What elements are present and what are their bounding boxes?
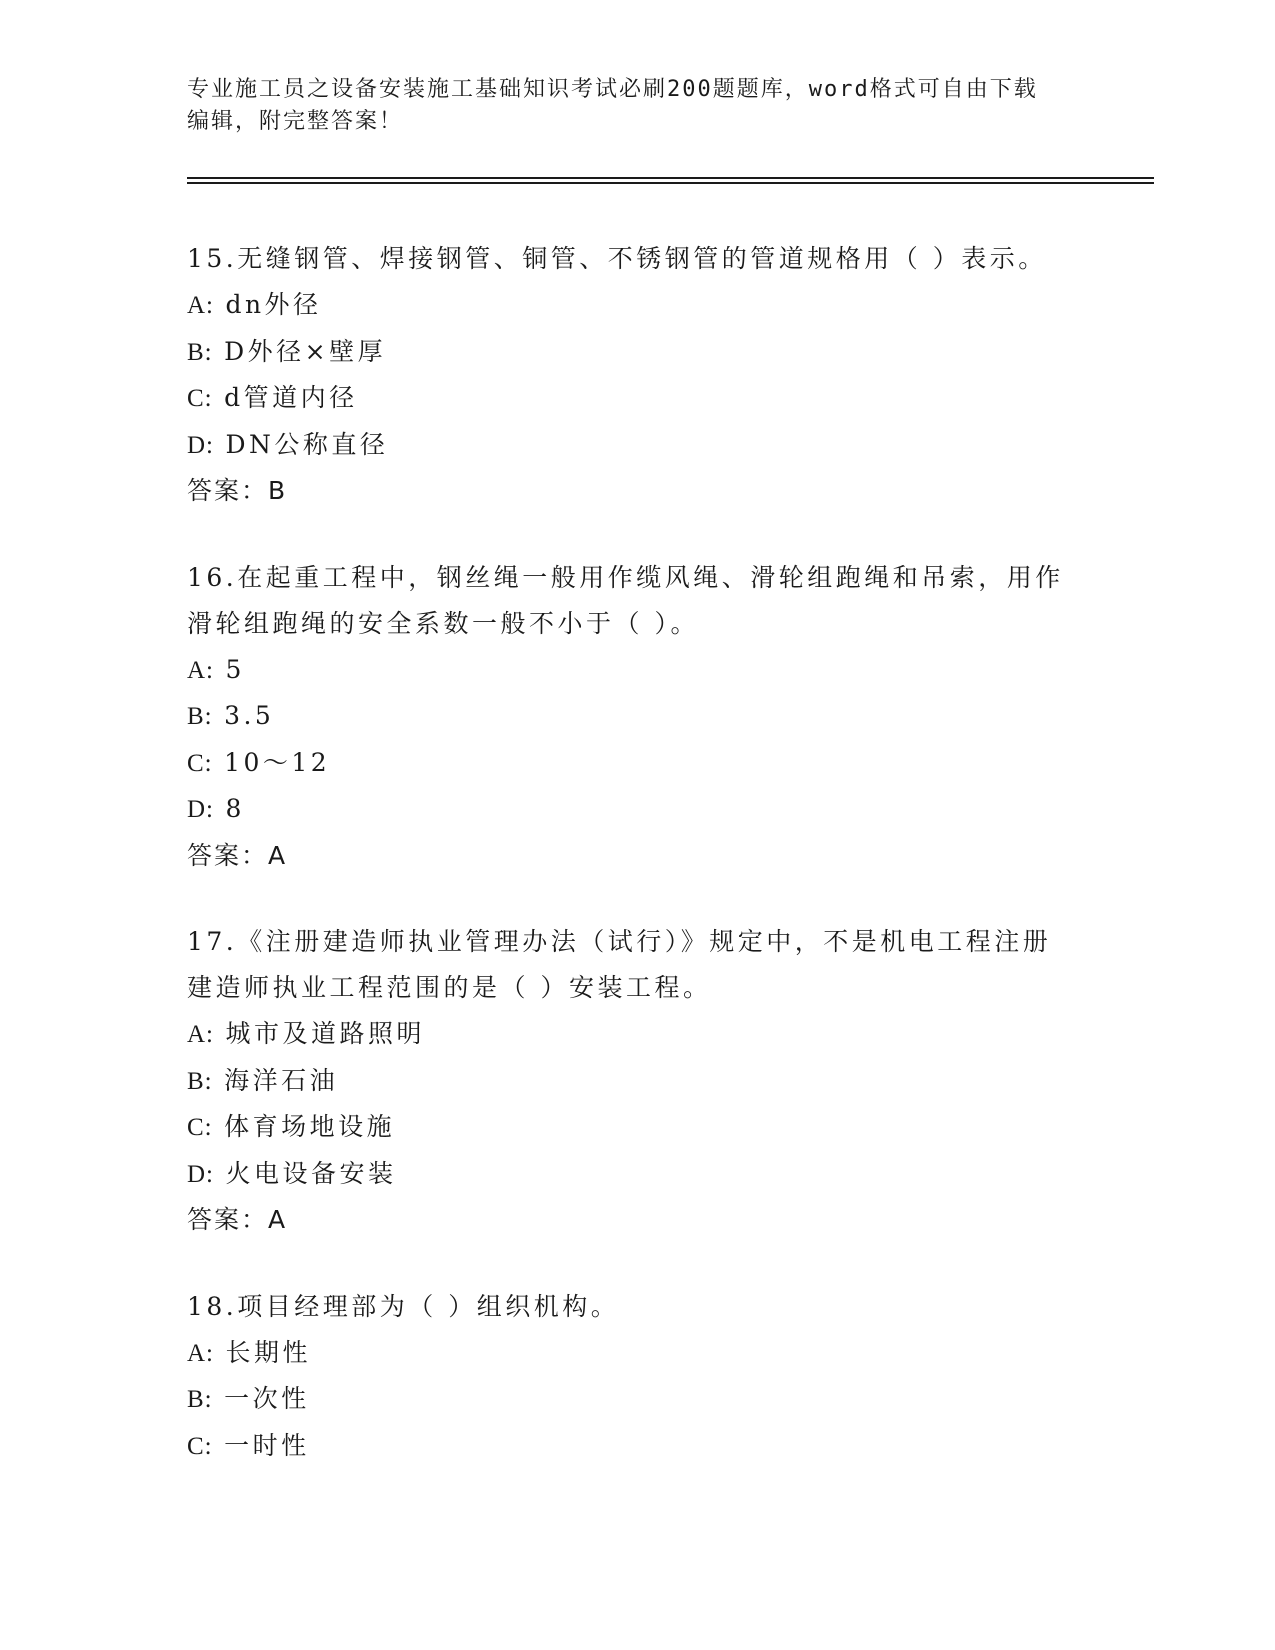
option-a	[187, 1330, 1087, 1377]
option-letter: B:	[187, 1386, 213, 1413]
option-letter: A:	[187, 1339, 214, 1367]
document-header	[187, 74, 1087, 138]
option-text: 长期性	[214, 1337, 311, 1367]
option-letter: A:	[187, 656, 214, 684]
option-letter: D:	[187, 431, 214, 459]
header-title-line-1: 专业施工员之设备安装施工基础知识考试必刷200题题库，word格式可自由下载	[187, 77, 1038, 102]
question-stem-line: 16.在起重工程中，钢丝绳一般用作缆风绳、滑轮组跑绳和吊索，用作	[187, 562, 1064, 592]
question-stem-line: 18.项目经理部为（ ）组织机构。	[187, 1291, 620, 1321]
option-text: 体育场地设施	[212, 1112, 396, 1141]
question-stem	[187, 236, 1087, 282]
option-text: D外径×壁厚	[212, 336, 387, 366]
question-17	[187, 919, 1087, 1243]
option-text: 一次性	[212, 1384, 310, 1413]
option-a	[187, 282, 1087, 329]
answer-line: 答案：B	[187, 476, 288, 505]
option-text: d管道内径	[212, 383, 358, 412]
option-letter: A:	[187, 1021, 214, 1048]
option-text: DN公称直径	[214, 429, 389, 459]
option-letter: B:	[187, 703, 213, 730]
option-b	[187, 329, 1087, 376]
option-text: 8	[214, 794, 245, 823]
question-15	[187, 236, 1087, 514]
option-letter: A:	[187, 292, 214, 319]
option-letter: C:	[187, 1114, 213, 1141]
option-text: 10～12	[212, 747, 331, 777]
question-stem-line: 建造师执业工程范围的是（ ）安装工程。	[187, 973, 712, 1002]
question-16	[187, 555, 1087, 879]
option-text: 一时性	[212, 1430, 310, 1460]
answer-line: 答案：A	[187, 840, 288, 870]
question-stem	[187, 919, 1087, 1011]
option-text: 5	[214, 654, 245, 684]
question-stem-line: 17.《注册建造师执业管理办法（试行）》规定中，不是机电工程注册	[187, 927, 1052, 956]
question-stem	[187, 1284, 1087, 1330]
option-letter: D:	[187, 1160, 214, 1188]
option-letter: C:	[187, 385, 213, 412]
option-letter: D:	[187, 796, 214, 823]
option-a	[187, 647, 1087, 694]
answer-line: 答案：A	[187, 1205, 288, 1234]
option-letter: C:	[187, 1432, 213, 1460]
option-text: dn外径	[214, 290, 322, 319]
option-text: 火电设备安装	[214, 1158, 397, 1188]
header-title-line-2: 编辑，附完整答案！	[187, 109, 404, 134]
question-stem	[187, 555, 1087, 647]
option-c	[187, 740, 1087, 787]
option-a	[187, 1011, 1087, 1058]
option-letter: C:	[187, 749, 213, 777]
question-stem-line: 滑轮组跑绳的安全系数一般不小于（ ）。	[187, 608, 699, 638]
header-divider-top	[187, 177, 1154, 179]
option-c	[187, 375, 1087, 422]
option-letter: B:	[187, 338, 213, 366]
option-b	[187, 1376, 1087, 1423]
option-d	[187, 422, 1087, 469]
option-text: 海洋石油	[212, 1065, 339, 1095]
question-list	[187, 236, 1087, 1510]
option-c	[187, 1104, 1087, 1151]
option-d	[187, 786, 1087, 833]
option-text: 3.5	[212, 701, 275, 730]
header-divider-bottom	[187, 182, 1154, 184]
option-letter: B:	[187, 1067, 213, 1095]
option-c	[187, 1423, 1087, 1470]
question-stem-line: 15.无缝钢管、焊接钢管、铜管、不锈钢管的管道规格用（ ）表示。	[187, 244, 1047, 273]
option-text: 城市及道路照明	[214, 1019, 425, 1048]
option-b	[187, 693, 1087, 740]
question-18	[187, 1284, 1087, 1470]
option-b	[187, 1058, 1087, 1105]
option-d	[187, 1151, 1087, 1198]
